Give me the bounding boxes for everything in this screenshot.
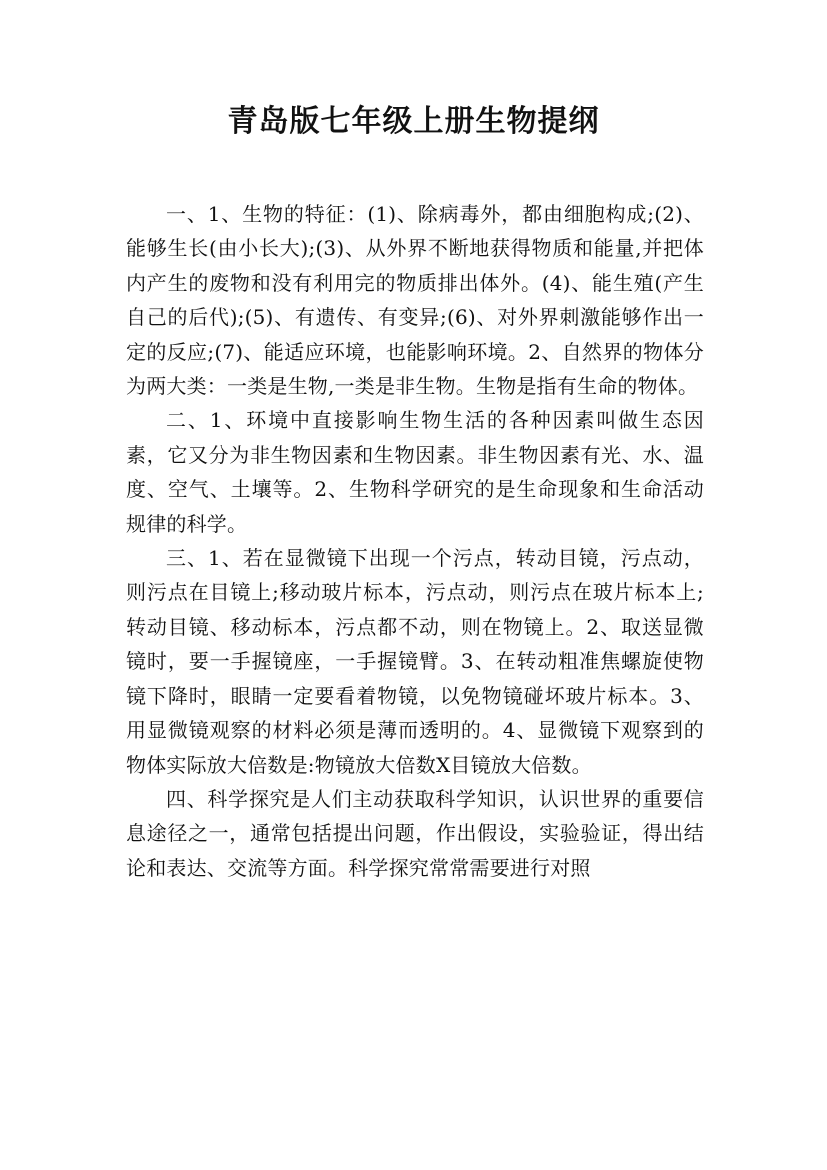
paragraph-3: 三、1、若在显微镜下出现一个污点，转动目镜，污点动，则污点在目镜上;移动玻片标本，污点动，则污点在玻片标本上;转动目镜、移动标本，污点都不动，则在物镜上。2、取送显微镜时，要一手握镜座，一手握镜臂。3、在转动粗准焦螺旋使物镜下降时，眼睛一定要看着物镜，以免物镜碰坏玻片标本。3、用显微镜观察的材料必须是薄而透明的。4、显微镜下观察到的物体实际放大倍数是:物镜放大倍数X目镜放大倍数。	[126, 546, 704, 777]
paragraph-2: 二、1、环境中直接影响生物生活的各种因素叫做生态因素，它又分为非生物因素和生物因素。非生物因素有光、水、温度、空气、土壤等。2、生物科学研究的是生命现象和生命活动规律的科学。	[126, 408, 704, 536]
paragraph-1: 一、1、生物的特征：(1)、除病毒外，都由细胞构成;(2)、能够生长(由小长大);(3)、从外界不断地获得物质和能量,并把体内产生的废物和没有利用完的物质排出体外。(4)、能生殖(产生自己的后代);(5)、有遗传、有变异;(6)、对外界刺激能够作出一定的反应;(7)、能适应环境，也能影响环境。2、自然界的物体分为两大类：一类是生物,一类是非生物。生物是指有生命的物体。	[126, 202, 704, 399]
document-title: 青岛版七年级上册生物提纲	[227, 104, 600, 139]
paragraph-4: 四、科学探究是人们主动获取科学知识，认识世界的重要信息途径之一，通常包括提出问题，作出假设，实验验证，得出结论和表达、交流等方面。科学探究常常需要进行对照	[126, 786, 704, 880]
document-body	[126, 197, 704, 885]
